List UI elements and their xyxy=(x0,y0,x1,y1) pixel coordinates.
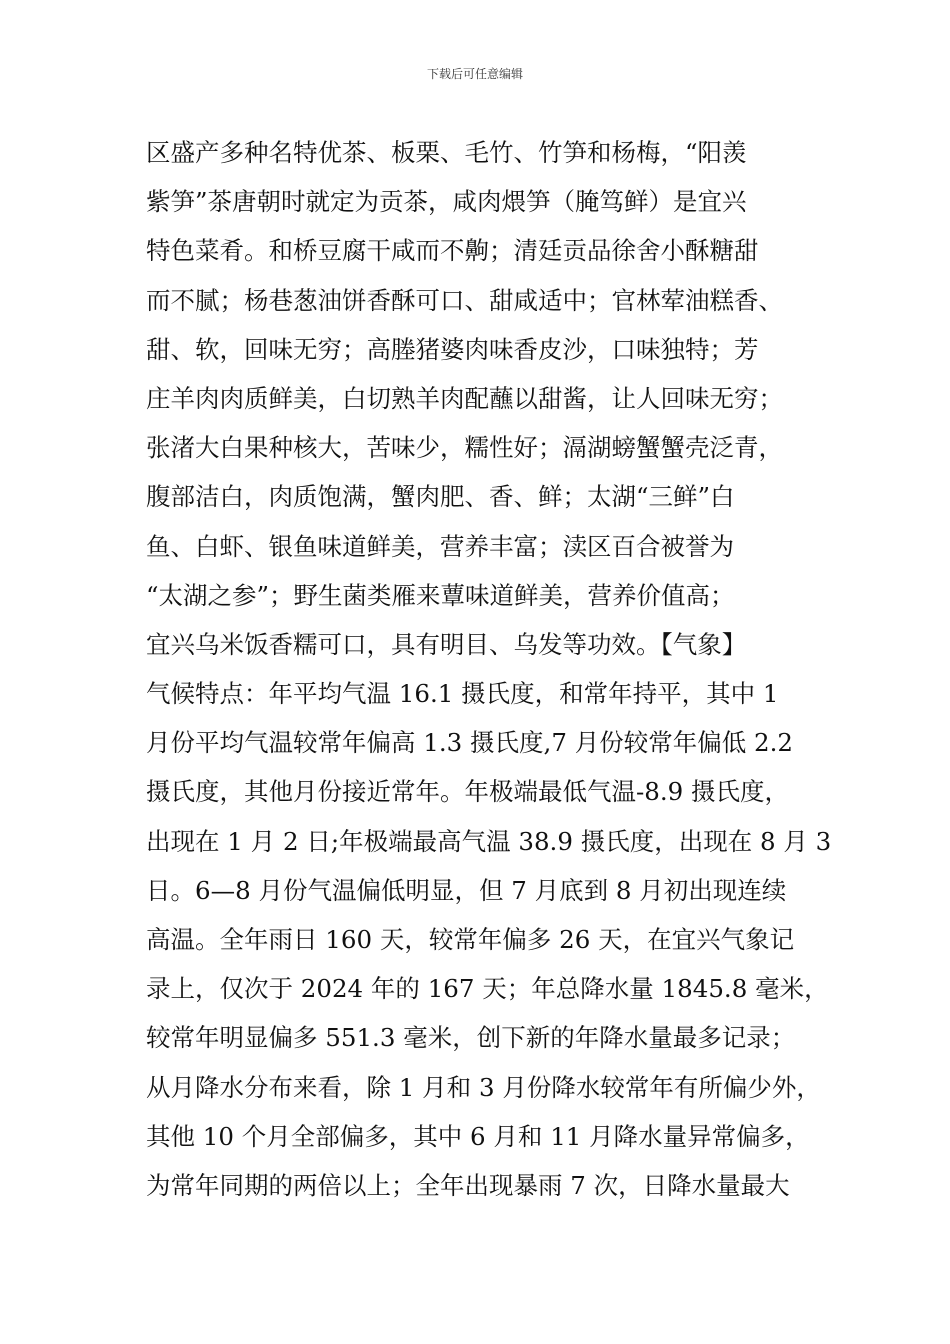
text-line: 甜、软，回味无穷；高塍猪婆肉味香皮沙，口味独特；芳 xyxy=(146,334,759,364)
text-line: 月份平均气温较常年偏高 1.3 摄氏度,7 月份较常年偏低 2.2 xyxy=(146,728,793,758)
text-line: 其他 10 个月全部偏多，其中 6 月和 11 月降水量异常偏多， xyxy=(146,1121,810,1151)
body-text xyxy=(146,128,832,1210)
text-line: 出现在 1 月 2 日;年极端最高气温 38.9 摄氏度，出现在 8 月 3 xyxy=(146,826,832,856)
text-line: 鱼、白虾、银鱼味道鲜美，营养丰富；渎区百合被誉为 xyxy=(146,531,734,561)
text-line: 摄氏度，其他月份接近常年。年极端最低气温-8.9 摄氏度， xyxy=(146,777,790,807)
text-line: 宜兴乌米饭香糯可口，具有明目、乌发等功效。【气象】 xyxy=(146,629,747,659)
text-line: 腹部洁白，肉质饱满，蟹肉肥、香、鲜；太湖“三鲜”白 xyxy=(146,482,735,512)
text-line: 为常年同期的两倍以上；全年出现暴雨 7 次，日降水量最大 xyxy=(146,1170,790,1200)
text-line: 张渚大白果种核大，苦味少，糯性好；滆湖螃蟹蟹壳泛青， xyxy=(146,433,783,463)
text-line: “太湖之参”；野生菌类雁来蕈味道鲜美，营养价值高； xyxy=(146,580,735,610)
text-line: 日。6—8 月份气温偏低明显，但 7 月底到 8 月初出现连续 xyxy=(146,875,787,905)
text-line: 录上，仅次于 2024 年的 167 天；年总降水量 1845.8 毫米， xyxy=(146,974,829,1004)
text-line: 特色菜肴。和桥豆腐干咸而不齁；清廷贡品徐舍小酥糖甜 xyxy=(146,236,759,266)
text-line: 高温。全年雨日 160 天，较常年偏多 26 天，在宜兴气象记 xyxy=(146,925,795,954)
text-line: 紫笋”茶唐朝时就定为贡茶，咸肉煨笋（腌笃鲜）是宜兴 xyxy=(146,187,747,217)
text-line: 区盛产多种名特优茶、板栗、毛竹、竹笋和杨梅，“阳羡 xyxy=(146,138,747,167)
text-line: 庄羊肉肉质鲜美，白切熟羊肉配蘸以甜酱，让人回味无穷； xyxy=(146,383,783,413)
text-line: 气候特点：年平均气温 16.1 摄氏度，和常年持平，其中 1 xyxy=(146,679,779,709)
text-line: 从月降水分布来看，除 1 月和 3 月份降水较常年有所偏少外， xyxy=(146,1072,821,1102)
text-line: 较常年明显偏多 551.3 毫米，创下新的年降水量最多记录； xyxy=(146,1023,796,1053)
text-line: 而不腻；杨巷葱油饼香酥可口、甜咸适中；官林荤油糕香、 xyxy=(146,285,783,315)
page-header: 下载后可任意编辑 xyxy=(426,67,523,81)
